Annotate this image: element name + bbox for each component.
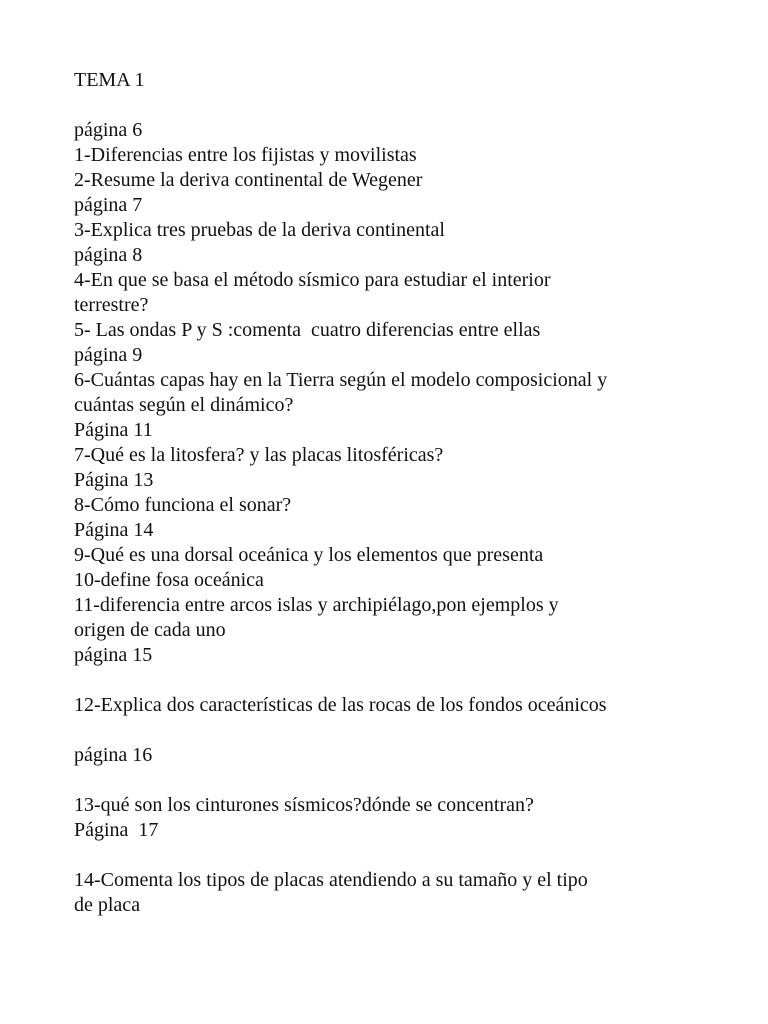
text-line: 13-qué son los cinturones sísmicos?dónde se concentran? bbox=[74, 794, 534, 816]
text-line: Página 17 bbox=[74, 819, 159, 841]
document-body bbox=[74, 68, 734, 918]
text-line: 14-Comenta los tipos de placas atendiendo a su tamaño y el tipo bbox=[74, 869, 588, 891]
blank-line bbox=[74, 93, 734, 118]
blank-line bbox=[74, 718, 734, 743]
document-lines bbox=[74, 93, 734, 918]
text-line: 6-Cuántas capas hay en la Tierra según el modelo composicional y bbox=[74, 369, 608, 391]
text-line: 9-Qué es una dorsal oceánica y los elementos que presenta bbox=[74, 544, 544, 566]
text-line: página 6 bbox=[74, 119, 143, 141]
text-line: Página 14 bbox=[74, 519, 154, 541]
text-line: Página 13 bbox=[74, 469, 154, 491]
text-line: página 8 bbox=[74, 244, 143, 266]
text-line: 2-Resume la deriva continental de Wegener bbox=[74, 169, 423, 191]
text-line: página 16 bbox=[74, 744, 153, 766]
blank-line bbox=[74, 768, 734, 793]
text-line: 10-define fosa oceánica bbox=[74, 569, 264, 591]
document-title: TEMA 1 bbox=[74, 69, 145, 91]
blank-line bbox=[74, 668, 734, 693]
text-line: página 9 bbox=[74, 344, 143, 366]
text-line: 11-diferencia entre arcos islas y archipiélago,pon ejemplos y bbox=[74, 594, 559, 616]
blank-line bbox=[74, 843, 734, 868]
text-line: página 15 bbox=[74, 644, 153, 666]
text-line: página 7 bbox=[74, 194, 143, 216]
text-line: 8-Cómo funciona el sonar? bbox=[74, 494, 292, 516]
text-line: de placa bbox=[74, 894, 141, 916]
text-line: 5- Las ondas P y S :comenta cuatro diferencias entre ellas bbox=[74, 319, 541, 341]
text-line: 3-Explica tres pruebas de la deriva continental bbox=[74, 219, 445, 241]
text-line: 12-Explica dos características de las rocas de los fondos oceánicos bbox=[74, 694, 607, 716]
text-line: terrestre? bbox=[74, 294, 149, 316]
text-line: cuántas según el dinámico? bbox=[74, 394, 294, 416]
text-line: 4-En que se basa el método sísmico para estudiar el interior bbox=[74, 269, 551, 291]
text-line: origen de cada uno bbox=[74, 619, 226, 641]
text-line: 7-Qué es la litosfera? y las placas litosféricas? bbox=[74, 444, 444, 466]
text-line: Página 11 bbox=[74, 419, 153, 441]
text-line: 1-Diferencias entre los fijistas y movilistas bbox=[74, 144, 417, 166]
